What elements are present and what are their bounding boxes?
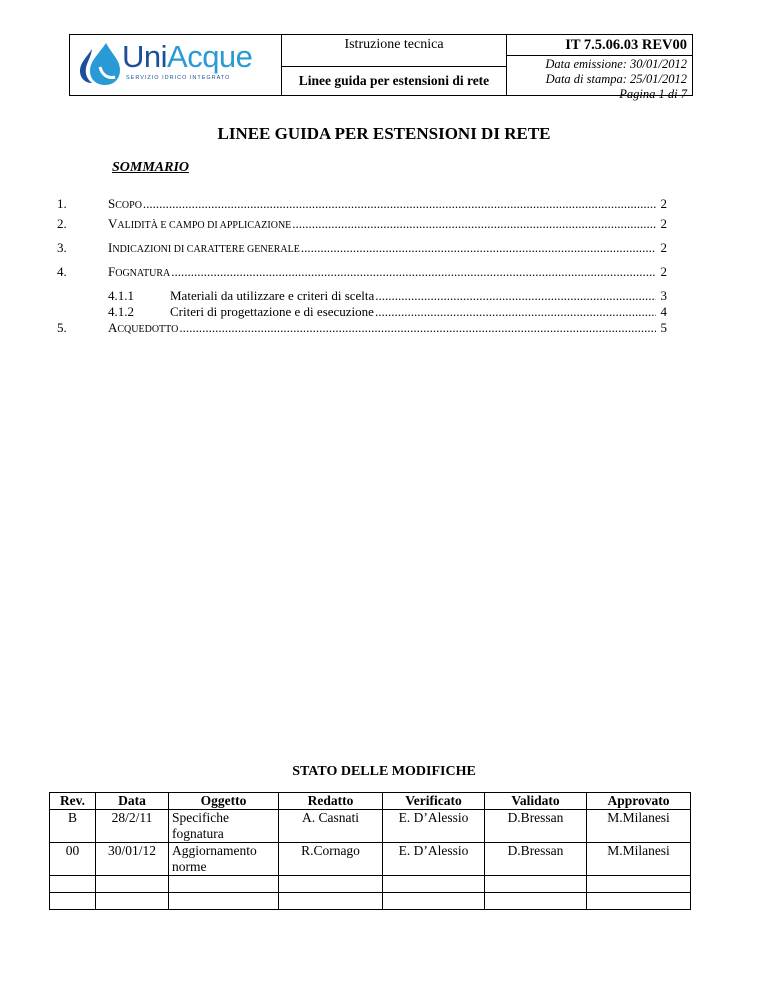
doc-type: Istruzione tecnica xyxy=(282,35,506,67)
cell-data: 28/2/11 xyxy=(96,810,169,843)
cell-rev: 00 xyxy=(50,843,96,876)
table-row xyxy=(50,843,691,876)
toc-number: 1. xyxy=(57,196,67,211)
toc-page: 2 xyxy=(660,216,667,231)
toc-leader xyxy=(171,264,656,280)
toc-number: 2. xyxy=(57,216,67,231)
page-number: Pagina 1 di 7 xyxy=(619,87,687,101)
toc-subitem-4-1-2[interactable] xyxy=(108,304,667,320)
cell-rev: B xyxy=(50,810,96,843)
changes-table xyxy=(49,792,691,910)
toc-page: 4 xyxy=(660,304,667,319)
toc-label: Materiali da utilizzare e criteri di scelta xyxy=(170,288,375,303)
toc-label: Criteri di progettazione e di esecuzione xyxy=(170,304,374,319)
logo-tagline: SERVIZIO IDRICO INTEGRATO xyxy=(126,75,231,81)
header-data: Data xyxy=(96,793,169,810)
logo-acque: Acque xyxy=(167,39,253,74)
toc-page: 2 xyxy=(660,196,667,211)
logo-uni: Uni xyxy=(122,39,168,74)
toc-item-5[interactable] xyxy=(57,320,667,336)
toc-label: VALIDITÀ E CAMPO DI APPLICAZIONE xyxy=(108,216,292,231)
toc-page: 2 xyxy=(660,240,667,255)
cell-validato: D.Bressan xyxy=(485,810,587,843)
toc-page: 3 xyxy=(660,288,667,303)
toc-item-1[interactable] xyxy=(57,196,667,212)
toc-page: 5 xyxy=(660,320,667,335)
print-date: Data di stampa: 25/01/2012 xyxy=(545,72,687,86)
header-approvato: Approvato xyxy=(587,793,691,810)
toc-label: INDICAZIONI DI CARATTERE GENERALE xyxy=(108,240,300,255)
header-validato: Validato xyxy=(485,793,587,810)
cell-oggetto: Specifiche fognatura xyxy=(169,810,279,843)
toc-label: FOGNATURA xyxy=(108,264,171,279)
header-oggetto: Oggetto xyxy=(169,793,279,810)
logo-wordmark xyxy=(122,40,252,74)
cell-data: 30/01/12 xyxy=(96,843,169,876)
toc-label: SCOPO xyxy=(108,196,142,211)
header-verificato: Verificato xyxy=(383,793,485,810)
document-header xyxy=(69,34,693,101)
toc-subitem-4-1-1[interactable] xyxy=(108,288,667,304)
cell-approvato: M.Milanesi xyxy=(587,843,691,876)
toc-number: 5. xyxy=(57,320,67,335)
toc-leader xyxy=(292,216,656,232)
toc-item-4[interactable] xyxy=(57,264,667,280)
toc-item-3[interactable] xyxy=(57,240,667,256)
cell-redatto: A. Casnati xyxy=(279,810,383,843)
toc-leader xyxy=(375,304,656,320)
doc-code: IT 7.5.06.03 REV00 xyxy=(507,35,692,56)
cell-verificato: E. D’Alessio xyxy=(383,810,485,843)
header-redatto: Redatto xyxy=(279,793,383,810)
table-row xyxy=(50,810,691,843)
company-logo xyxy=(70,35,282,95)
toc-number: 4.1.1 xyxy=(108,288,134,303)
toc-number: 4. xyxy=(57,264,67,279)
doc-title-header: Linee guida per estensioni di rete xyxy=(298,72,490,88)
water-drop-icon xyxy=(76,39,122,87)
cell-validato: D.Bressan xyxy=(485,843,587,876)
toc-leader xyxy=(301,240,656,256)
cell-redatto: R.Cornago xyxy=(279,843,383,876)
header-rev: Rev. xyxy=(50,793,96,810)
toc-leader xyxy=(375,288,656,304)
cell-verificato: E. D’Alessio xyxy=(383,843,485,876)
toc-number: 3. xyxy=(57,240,67,255)
toc-label: ACQUEDOTTO xyxy=(108,320,179,335)
cell-approvato: M.Milanesi xyxy=(587,810,691,843)
toc-page: 2 xyxy=(660,264,667,279)
changes-title: STATO DELLE MODIFICHE xyxy=(292,764,476,779)
table-header-row xyxy=(50,793,691,810)
toc-leader xyxy=(143,196,656,212)
toc-item-2[interactable] xyxy=(57,216,667,232)
toc-number: 4.1.2 xyxy=(108,304,134,319)
table-row-empty xyxy=(50,893,691,910)
cell-oggetto: Aggiornamento norme xyxy=(169,843,279,876)
table-row-empty xyxy=(50,876,691,893)
emission-date: Data emissione: 30/01/2012 xyxy=(545,57,687,71)
page-title: LINEE GUIDA PER ESTENSIONI DI RETE xyxy=(217,124,551,143)
toc-leader xyxy=(179,320,656,336)
summary-heading: SOMMARIO xyxy=(112,160,190,175)
